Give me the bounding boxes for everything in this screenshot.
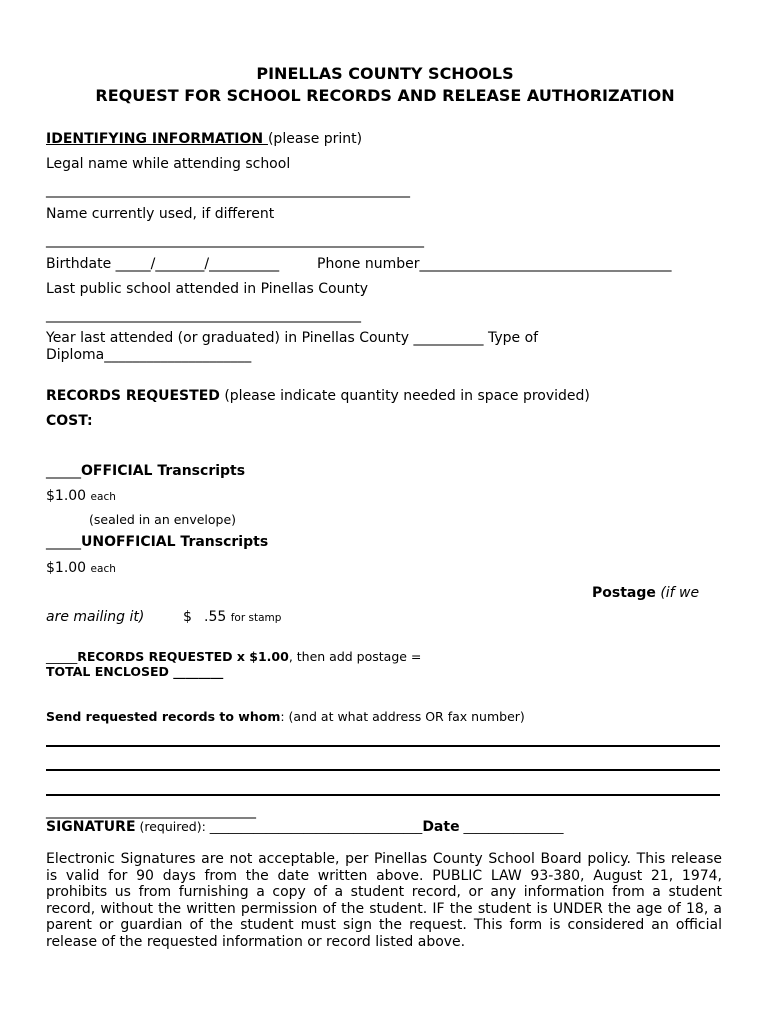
official-price	[46, 488, 116, 504]
send-to-address-line-3[interactable]	[46, 794, 720, 796]
total-enclosed-field[interactable]: TOTAL ENCLOSED ________	[46, 664, 224, 679]
postage-note-part-1: (if we	[655, 585, 700, 601]
signature-row	[46, 819, 564, 835]
postage-cost	[204, 609, 281, 625]
unofficial-transcripts-row	[46, 534, 268, 550]
send-to-note: : (and at what address OR fax number)	[280, 709, 525, 724]
last-school-label: Last public school attended in Pinellas County	[46, 281, 369, 297]
form-title-line-1: PINELLAS COUNTY SCHOOLS	[256, 64, 514, 83]
legal-name-field[interactable]: ____________________________________________________	[46, 182, 410, 198]
records-count-field[interactable]: _____	[46, 649, 78, 664]
date-label: Date	[422, 819, 460, 835]
postage-note-part-2: are mailing it)	[46, 609, 145, 625]
records-heading-note: (please indicate quantity needed in space provided)	[219, 388, 590, 404]
total-calculation-rest: , then add postage =	[288, 649, 422, 664]
total-calculation-bold: RECORDS REQUESTED x $1.00	[77, 649, 289, 664]
signature-top-line: ______________________________	[46, 803, 256, 819]
postage-unit: for stamp	[230, 612, 282, 624]
official-price-unit: each	[90, 491, 116, 503]
unofficial-price	[46, 560, 116, 576]
postage-label-row	[592, 585, 699, 601]
postage-dollar-sign: $	[183, 609, 192, 625]
last-school-field[interactable]: _____________________________________________	[46, 307, 361, 323]
send-to-label-row	[46, 709, 525, 724]
legal-notice-paragraph: Electronic Signatures are not acceptable, per Pinellas County School Board policy. This release is valid for 90 days from the date written above. PUBLIC LAW 93-380, August 21, 1974, prohibits us from furnishing a copy of a student record, or any information from a student record, without the written permission of the student. IF the student is UNDER the age of 18, a parent or guardian of the student must sign the request. This form is considered an official release of the requested information or record listed above.	[46, 851, 722, 950]
send-to-address-line-1[interactable]	[46, 745, 720, 747]
unofficial-quantity-field[interactable]: _____	[46, 534, 81, 550]
legal-name-label: Legal name while attending school	[46, 156, 291, 172]
birthdate-field[interactable]: Birthdate _____/_______/__________	[46, 256, 280, 272]
current-name-label: Name currently used, if different	[46, 206, 275, 222]
send-to-address-line-2[interactable]	[46, 769, 720, 771]
records-requested-heading	[46, 388, 590, 404]
year-attended-field[interactable]: Year last attended (or graduated) in Pinellas County __________ Type of	[46, 330, 539, 346]
cost-label: COST:	[46, 413, 93, 429]
signature-field[interactable]: (required): __________________________________	[135, 819, 423, 834]
postage-label: Postage	[592, 585, 656, 601]
form-title-line-2: REQUEST FOR SCHOOL RECORDS AND RELEASE AUTHORIZATION	[95, 86, 675, 105]
official-quantity-field[interactable]: _____	[46, 463, 81, 479]
unofficial-price-value: $1.00	[46, 560, 87, 576]
official-price-value: $1.00	[46, 488, 87, 504]
sealed-envelope-note: (sealed in an envelope)	[89, 512, 237, 527]
send-to-label: Send requested records to whom	[46, 709, 281, 724]
records-heading-text: RECORDS REQUESTED	[46, 388, 220, 404]
official-transcripts-row	[46, 463, 245, 479]
unofficial-transcripts-label: UNOFFICIAL Transcripts	[81, 534, 269, 550]
postage-amount: .55	[204, 609, 227, 625]
total-calculation-line	[46, 649, 421, 664]
identifying-heading-note: (please print)	[267, 131, 363, 147]
diploma-type-field[interactable]: Diploma_____________________	[46, 347, 252, 363]
phone-number-field[interactable]: Phone number____________________________________	[317, 256, 672, 272]
identifying-heading-text: IDENTIFYING INFORMATION	[46, 131, 268, 147]
current-name-field[interactable]: ______________________________________________________	[46, 232, 424, 248]
unofficial-price-unit: each	[90, 563, 116, 575]
identifying-section-heading	[46, 131, 362, 147]
official-transcripts-label: OFFICIAL Transcripts	[81, 463, 246, 479]
date-field[interactable]: ________________	[459, 819, 564, 834]
signature-label: SIGNATURE	[46, 819, 136, 835]
